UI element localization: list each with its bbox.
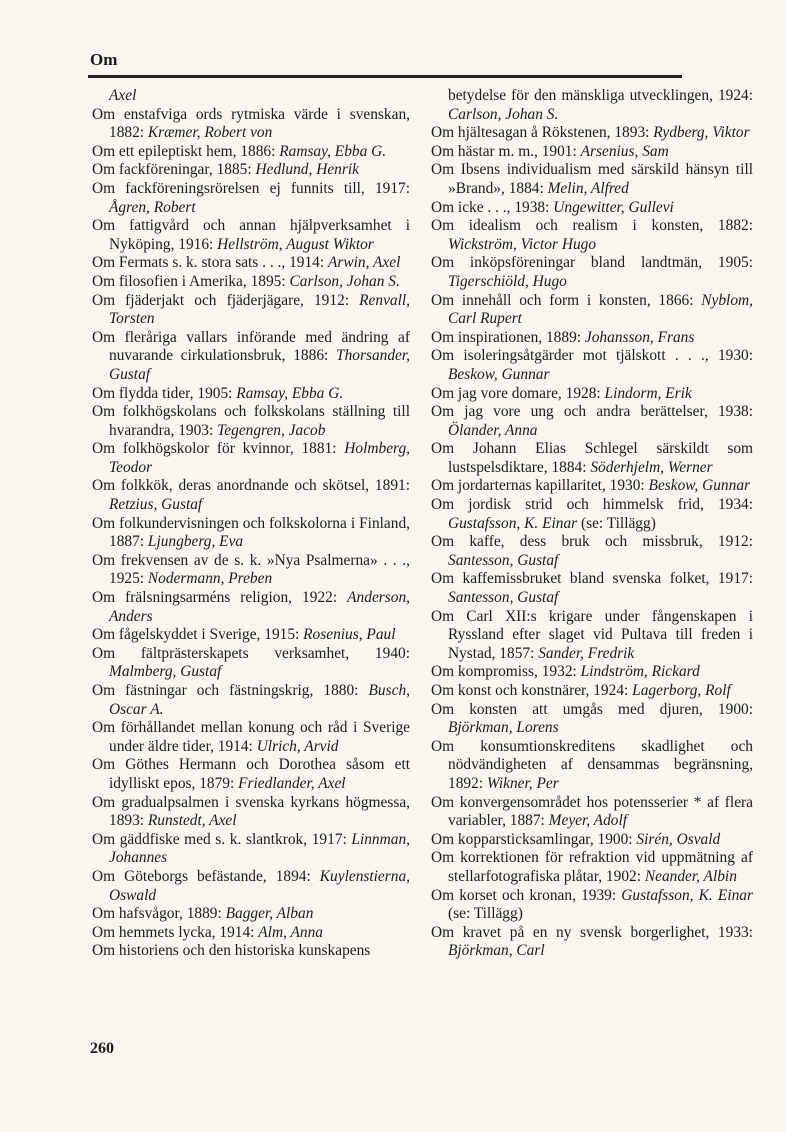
index-entry	[92, 106, 410, 143]
entry-author: Hedlund, Henrik	[255, 161, 359, 179]
entry-author: Johansson, Frans	[584, 328, 695, 346]
entry-author: Björkman, Lorens	[448, 719, 559, 737]
index-entry	[431, 496, 753, 533]
entry-author: Ungewitter, Gullevi	[553, 198, 674, 216]
index-entry	[431, 570, 753, 607]
left-column	[92, 87, 410, 961]
entry-title: Om Göthes Hermann och Dorothea såsom ett idylliskt epos, 1879:	[92, 756, 410, 792]
index-entry	[431, 124, 753, 143]
entry-title: Om gäddfiske med s. k. slantkrok, 1917:	[92, 830, 352, 848]
entry-title: Om hästar m. m., 1901:	[431, 142, 581, 160]
entry-title: Om fackföreningsrörelsen ej funnits till, 1917:	[92, 179, 410, 197]
entry-title: Om folkhögskolor för kvinnor, 1881:	[92, 440, 345, 458]
right-column	[431, 87, 753, 961]
entry-author: Hellström, August Wiktor	[217, 235, 374, 253]
index-entry	[92, 143, 410, 162]
entry-title: Om flydda tider, 1905:	[92, 384, 237, 402]
entry-title: Om jordisk strid och himmelsk frid, 1934:	[431, 496, 753, 514]
entry-title: Om korset och kronan, 1939:	[431, 886, 622, 904]
entry-title: Om Göteborgs befästande, 1894:	[92, 867, 320, 885]
entry-author: Friedlander, Axel	[238, 774, 346, 792]
entry-author: Ramsay, Ebba G.	[236, 384, 344, 402]
entry-title: Om kopparsticksamlingar, 1900:	[431, 830, 637, 848]
entry-author: Lagerborg, Rolf	[632, 682, 731, 699]
entry-author: Renvall, Torsten	[109, 291, 410, 328]
entry-title: Om innehåll och form i konsten, 1866:	[431, 291, 702, 309]
entry-author: Ulrich, Arvid	[256, 737, 339, 755]
entry-title: Om frekvensen av de s. k. »Nya Psalmerna» . . ., 1925:	[92, 551, 410, 588]
entry-title: Om folkhögskolans och folkskolans ställning till hvarandra, 1903:	[92, 403, 410, 439]
entry-author: Beskow, Gunnar	[448, 365, 550, 383]
entry-author: Wickström, Victor Hugo	[448, 235, 597, 253]
entry-title: Om folkundervisningen och folkskolorna i Finland, 1887:	[92, 514, 410, 551]
index-entry	[92, 254, 410, 273]
entry-author: Beskow, Gunnar	[648, 477, 750, 495]
index-entry	[92, 329, 410, 385]
index-entry	[92, 385, 410, 404]
entry-title: Om Carl XII:s krigare under fångenskapen i Ryssland efter slaget vid Pultava till freden i Nystad, 1857:	[431, 607, 753, 662]
entry-author: Gustafsson, K. Einar	[448, 514, 578, 532]
entry-title: Om Ibsens individualism med särskild hänsyn till »Brand», 1884:	[431, 161, 753, 197]
entry-title: Om ett epileptiskt hem, 1886:	[92, 142, 280, 160]
entry-title: Om konst och konstnärer, 1924:	[431, 682, 633, 699]
entry-title: Om konsumtionskreditens skadlighet och nödvändigheten af densammas begränsning, 1892:	[431, 737, 753, 792]
index-entry	[431, 385, 753, 404]
index-entry	[92, 626, 410, 645]
index-entry	[431, 533, 753, 570]
entry-title: Om historiens och den historiska kunskapens	[92, 942, 371, 960]
entry-author: Söderhjelm, Werner	[590, 458, 713, 476]
index-entry	[431, 682, 753, 701]
entry-author: Rydberg, Viktor	[653, 124, 750, 142]
entry-author: Runstedt, Axel	[147, 812, 237, 830]
entry-author: Anderson, Anders	[109, 589, 410, 625]
index-entry	[92, 905, 410, 924]
entry-title: Om enstafviga ords rytmiska värde i svenskan, 1882:	[92, 105, 410, 142]
entry-suffix: (se: Tillägg)	[577, 514, 656, 532]
entry-title: Om korrektionen för refraktion vid uppmätning af stellarfotografiska plåtar, 1902:	[431, 849, 753, 885]
entry-suffix: (se: Tillägg)	[448, 905, 523, 923]
entry-title: Om Fermats s. k. stora sats . . ., 1914:	[92, 254, 328, 272]
entry-author: Malmberg, Gustaf	[109, 663, 222, 681]
entry-title: Om gradualpsalmen i svenska kyrkans högmessa, 1893:	[92, 793, 410, 830]
entry-title: Om konvergensområdet hos potensserier * af flera variabler, 1887:	[431, 793, 753, 830]
entry-title: Om kaffemissbruket bland svenska folket, 1917:	[431, 570, 753, 588]
entry-title: Om jag vore ung och andra berättelser, 1938:	[431, 403, 753, 421]
entry-author: Rosenius, Paul	[303, 626, 396, 644]
entry-author: Gustafsson, K. Einar	[621, 886, 753, 904]
entry-title: Om Johann Elias Schlegel särskildt som lustspelsdiktare, 1884:	[431, 440, 753, 476]
index-entry	[92, 942, 410, 961]
index-entry	[92, 831, 410, 868]
page-header: Om	[90, 50, 118, 69]
entry-title: Om konsten att umgås med djuren, 1900:	[431, 700, 753, 718]
index-entry	[431, 887, 753, 924]
entry-author: Bagger, Alban	[225, 905, 314, 923]
entry-title: Om fleråriga vallars införande med ändring af nuvarande cirkulationsbruk, 1886:	[92, 328, 410, 365]
index-entry	[431, 608, 753, 664]
entry-author: Carlson, Johan S.	[289, 272, 400, 290]
entry-title: Om inköpsföreningar bland landtmän, 1905:	[431, 254, 753, 272]
entry-author: Kuylenstierna, Oswald	[109, 867, 410, 904]
index-entry	[431, 199, 753, 218]
entry-author: Arsenius, Sam	[580, 142, 669, 160]
entry-author: Busch, Oscar A.	[109, 682, 410, 718]
index-entry	[431, 143, 753, 162]
index-entry	[431, 477, 753, 496]
index-entry	[431, 701, 753, 738]
index-entry	[431, 738, 753, 794]
entry-author: Sander, Fredrik	[538, 644, 635, 662]
entry-title: Om jag vore domare, 1928:	[431, 384, 605, 402]
entry-title: Om fattigvård och annan hjälpverksamhet i Nyköping, 1916:	[92, 217, 410, 253]
entry-title: Om fästningar och fästningskrig, 1880:	[92, 682, 369, 699]
index-entry	[92, 477, 410, 514]
entry-author: Nodermann, Preben	[147, 570, 273, 588]
index-entry	[431, 403, 753, 440]
index-entry	[92, 180, 410, 217]
index-entry	[431, 663, 753, 682]
index-entry	[431, 87, 753, 124]
index-entry	[431, 292, 753, 329]
entry-author: Santesson, Gustaf	[448, 551, 559, 569]
entry-author: Lindorm, Erik	[604, 384, 692, 402]
index-entry	[92, 924, 410, 943]
entry-author: Alm, Anna	[258, 923, 323, 941]
index-entry	[92, 756, 410, 793]
entry-title: Om kompromiss, 1932:	[431, 663, 581, 681]
entry-author: Ågren, Robert	[109, 198, 196, 216]
index-entry	[92, 403, 410, 440]
index-entry	[92, 645, 410, 682]
index-entry	[431, 217, 753, 254]
entry-title: Om fackföreningar, 1885:	[92, 161, 256, 179]
entry-author: Ljungberg, Eva	[147, 533, 244, 551]
entry-author: Neander, Albin	[644, 867, 737, 885]
index-entry	[431, 347, 753, 384]
index-entry	[92, 589, 410, 626]
entry-title: Om förhållandet mellan konung och råd i Sverige under äldre tider, 1914:	[92, 719, 410, 755]
index-entry	[431, 161, 753, 198]
entry-author: Holmberg, Teodor	[109, 440, 410, 476]
entry-author: Thorsander, Gustaf	[109, 347, 410, 383]
entry-title: Om icke . . ., 1938:	[431, 198, 554, 216]
index-entry	[92, 552, 410, 589]
index-entry	[92, 292, 410, 329]
entry-title: Om isoleringsåtgärder mot tjälskott . . ., 1930:	[431, 347, 753, 365]
entry-author: Wikner, Per	[486, 774, 559, 792]
entry-author: Ramsay, Ebba G.	[279, 142, 387, 160]
index-entry	[431, 329, 753, 348]
entry-author: Tegengren, Jacob	[217, 421, 326, 439]
page-number: 260	[90, 1040, 114, 1057]
index-entry	[431, 794, 753, 831]
index-entry	[92, 515, 410, 552]
entry-title: Om hemmets lycka, 1914:	[92, 923, 259, 941]
entry-title: Om hafsvågor, 1889:	[92, 905, 226, 923]
entry-author: Ölander, Anna	[448, 421, 538, 439]
entry-author: Björkman, Carl	[448, 942, 545, 960]
entry-author: Kræmer, Robert von	[147, 124, 273, 142]
index-entry	[92, 682, 410, 719]
entry-author: Tigerschiöld, Hugo	[448, 272, 567, 290]
entry-author: Meyer, Adolf	[548, 812, 628, 830]
entry-author: Melin, Alfred	[547, 179, 629, 197]
entry-author: Carlson, Johan S.	[448, 105, 559, 123]
entry-title: Om idealism och realism i konsten, 1882:	[431, 217, 753, 235]
index-entry	[431, 831, 753, 850]
entry-title: Om fjäderjakt och fjäderjägare, 1912:	[92, 291, 360, 309]
index-entry	[92, 440, 410, 477]
entry-title: Om inspirationen, 1889:	[431, 328, 585, 346]
entry-title: Om hjältesagan å Rökstenen, 1893:	[431, 124, 654, 142]
entry-title: Om fältprästerskapets verksamhet, 1940:	[92, 644, 410, 662]
entry-title: Om frälsningsarméns religion, 1922:	[92, 589, 348, 607]
entry-author: Lindström, Rickard	[580, 663, 700, 681]
entry-title: Om kaffe, dess bruk och missbruk, 1912:	[431, 533, 753, 551]
index-entry	[431, 440, 753, 477]
entry-title: Om fågelskyddet i Sverige, 1915:	[92, 626, 304, 644]
index-entry	[92, 87, 410, 106]
entry-title: Om folkkök, deras anordnande och skötsel, 1891:	[92, 477, 410, 495]
entry-title: Om filosofien i Amerika, 1895:	[92, 272, 290, 290]
index-entry	[92, 161, 410, 180]
entry-author: Sirén, Osvald	[636, 830, 721, 848]
header-rule	[88, 75, 682, 78]
entry-title: Om kravet på en ny svensk borgerlighet, 1933:	[431, 923, 753, 941]
entry-author: Axel	[109, 87, 137, 104]
index-entry	[92, 719, 410, 756]
index-entry	[431, 254, 753, 291]
index-entry	[431, 849, 753, 886]
entry-author: Linnman, Johannes	[109, 830, 410, 867]
entry-title: Om jordarternas kapillaritet, 1930:	[431, 477, 649, 495]
entry-author: Nyblom, Carl Rupert	[448, 291, 753, 328]
entry-author: Santesson, Gustaf	[448, 589, 559, 607]
index-entry	[92, 794, 410, 831]
index-entry	[431, 924, 753, 961]
entry-title: betydelse för den mänskliga utvecklingen, 1924:	[448, 87, 753, 104]
entry-author: Retzius, Gustaf	[109, 496, 203, 514]
index-entry	[92, 273, 410, 292]
index-entry	[92, 217, 410, 254]
entry-author: Arwin, Axel	[327, 254, 401, 272]
index-entry	[92, 868, 410, 905]
